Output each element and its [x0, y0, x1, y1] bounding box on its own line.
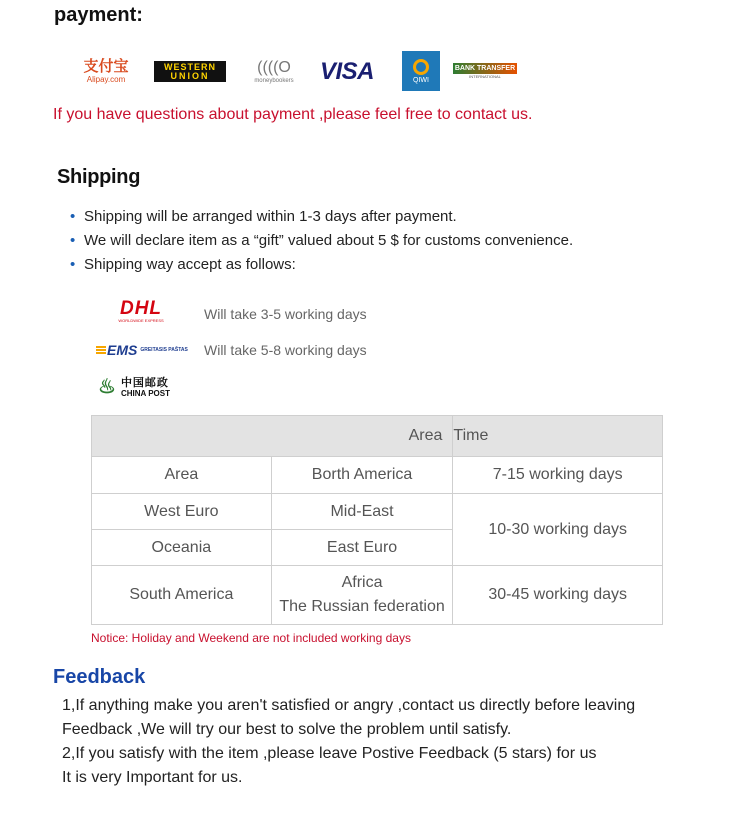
- shipping-heading: Shipping: [57, 166, 141, 188]
- feedback-text: [62, 694, 635, 790]
- table-cell: Borth America: [271, 457, 453, 494]
- alipay-logo-en: Alipay.com: [86, 75, 126, 84]
- bank-transfer-line1: BANK TRANSFER: [454, 64, 516, 72]
- table-cell: Area: [92, 457, 272, 494]
- table-header-row: [92, 416, 663, 457]
- shipping-notice: Notice: Holiday and Weekend are not included working days: [91, 631, 411, 645]
- table-cell: 10-30 working days: [453, 494, 663, 566]
- shipping-bullet-3: • Shipping way accept as follows:: [68, 253, 573, 277]
- qiwi-logo: [402, 51, 440, 91]
- shipping-time-table: [91, 415, 663, 625]
- table-row: [92, 566, 663, 625]
- table-cell-line: Africa: [341, 574, 383, 591]
- table-cell: 30-45 working days: [453, 566, 663, 625]
- alipay-logo: [78, 52, 134, 92]
- table-row: [92, 494, 663, 530]
- qiwi-circle-icon: [413, 59, 429, 75]
- feedback-line-1: 1,If anything make you aren't satisfied or angry ,contact us directly before leaving: [62, 697, 636, 714]
- table-cell: 7-15 working days: [453, 457, 663, 494]
- shipping-bullet-1: • Shipping will be arranged within 1-3 days after payment.: [68, 205, 573, 229]
- moneybookers-mark: ((((O: [257, 59, 291, 76]
- ems-logo-text: EMS: [107, 342, 138, 358]
- table-cell: South America: [92, 566, 272, 625]
- shipping-bullet-list: [68, 205, 573, 277]
- moneybookers-text: moneybookers: [254, 78, 294, 84]
- dhl-logo: [106, 300, 176, 324]
- china-post-emblem-icon: ♨: [98, 376, 116, 398]
- table-cell: Mid-East: [271, 494, 453, 530]
- visa-logo: [316, 52, 378, 92]
- ems-speed-lines-icon: [96, 346, 106, 355]
- table-cell-line: The Russian federation: [279, 598, 445, 615]
- western-union-line2: UNION: [170, 70, 210, 81]
- payment-heading: payment:: [54, 4, 143, 26]
- table-header-area: Area: [92, 416, 453, 457]
- dhl-logo-sub: WORLDWIDE EXPRESS: [118, 318, 164, 323]
- bank-transfer-logo: [456, 62, 514, 80]
- qiwi-text: QIWI: [413, 76, 429, 84]
- feedback-heading: Feedback: [53, 666, 146, 688]
- table-row: [92, 457, 663, 494]
- china-post-logo: [98, 374, 188, 400]
- china-post-cn: 中国邮政: [120, 376, 169, 389]
- dhl-logo-text: DHL: [119, 298, 163, 319]
- western-union-logo: [154, 61, 226, 82]
- feedback-line-3: 2,If you satisfy with the item ,please leave Postive Feedback (5 stars) for us: [62, 745, 597, 762]
- moneybookers-logo: [248, 52, 300, 92]
- ems-logo-sub: GREITASIS PAŠTAS: [140, 347, 188, 353]
- ems-delivery-time: Will take 5-8 working days: [204, 342, 367, 358]
- table-cell: East Euro: [271, 530, 453, 566]
- table-cell: Oceania: [92, 530, 272, 566]
- feedback-line-4: It is very Important for us.: [62, 769, 243, 786]
- western-union-line1: WESTERN: [164, 61, 216, 72]
- feedback-line-2: Feedback ,We will try our best to solve the problem until satisfy.: [62, 721, 512, 738]
- china-post-en: CHINA POST: [120, 388, 170, 398]
- alipay-logo-cn: 支付宝: [83, 58, 129, 75]
- dhl-delivery-time: Will take 3-5 working days: [204, 306, 367, 322]
- table-cell: [271, 566, 453, 625]
- ems-logo: [96, 341, 190, 359]
- table-header-time: Time: [453, 416, 663, 457]
- china-post-wordmark: [121, 377, 170, 398]
- bank-transfer-line2: INTERNATIONAL: [469, 73, 501, 79]
- visa-text: VISA: [319, 58, 374, 85]
- shipping-bullet-2: • We will declare item as a “gift” valued about 5 $ for customs convenience.: [68, 229, 573, 253]
- table-cell: West Euro: [92, 494, 272, 530]
- payment-contact-note: If you have questions about payment ,please feel free to contact us.: [53, 106, 533, 123]
